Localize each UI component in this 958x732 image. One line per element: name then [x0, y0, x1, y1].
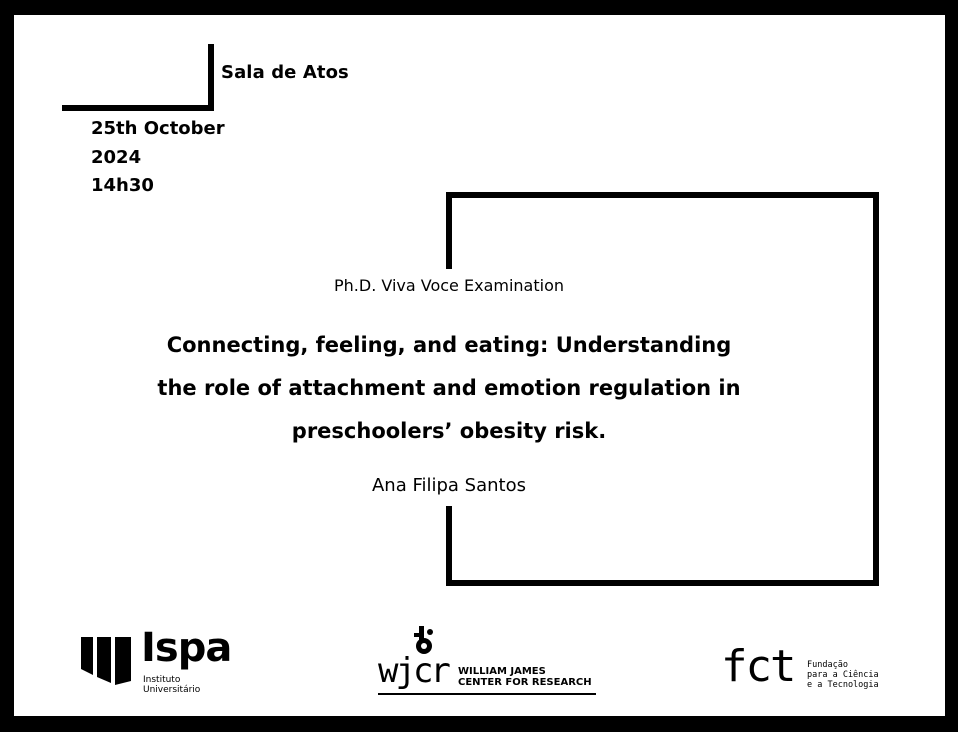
title-line: Connecting, feeling, and eating: Understanding — [166, 333, 732, 357]
ispa-name: Ispa — [141, 625, 232, 671]
frame-left-lower — [446, 506, 452, 586]
date-year: 2024 — [91, 146, 142, 168]
venue: Sala de Atos — [221, 62, 349, 83]
wjcr-underline — [378, 693, 596, 695]
wjcr-name-line: CENTER FOR RESEARCH — [458, 677, 592, 688]
ispa-sub-line: Universitário — [143, 685, 201, 695]
fct-sub-line: Fundação — [807, 660, 848, 670]
wjcr-fullname — [458, 666, 592, 688]
ispa-logo — [81, 625, 241, 695]
frame-top — [446, 192, 879, 198]
bracket-top-horizontal — [62, 105, 214, 111]
ispa-sub-line: Instituto — [143, 675, 181, 685]
frame-left-upper — [446, 192, 452, 269]
fct-wordmark: fct — [721, 641, 795, 692]
frame-bottom — [446, 580, 879, 586]
poster — [14, 15, 945, 716]
wjcr-name-line: WILLIAM JAMES — [458, 666, 546, 677]
time: 14h30 — [91, 175, 154, 196]
fct-sub-line: e a Tecnologia — [807, 680, 879, 690]
date-day: 25th October — [91, 118, 225, 139]
ispa-subtitle — [143, 675, 200, 695]
author-name: Ana Filipa Santos — [371, 475, 526, 496]
wjcr-logo — [378, 624, 603, 699]
thesis-title — [14, 324, 884, 453]
fct-sub-line: para a Ciência — [807, 670, 879, 680]
title-line: the role of attachment and emotion regulation in — [157, 376, 741, 400]
bracket-top-vertical — [208, 44, 214, 109]
fct-subtitle — [807, 660, 879, 690]
fct-logo — [721, 641, 896, 695]
ispa-mark-icon — [81, 637, 133, 685]
title-line: preschoolers’ obesity risk. — [291, 419, 607, 443]
exam-type: Ph.D. Viva Voce Examination — [334, 276, 564, 295]
date-time — [91, 115, 225, 201]
wjcr-wordmark: wjcr — [378, 651, 448, 691]
